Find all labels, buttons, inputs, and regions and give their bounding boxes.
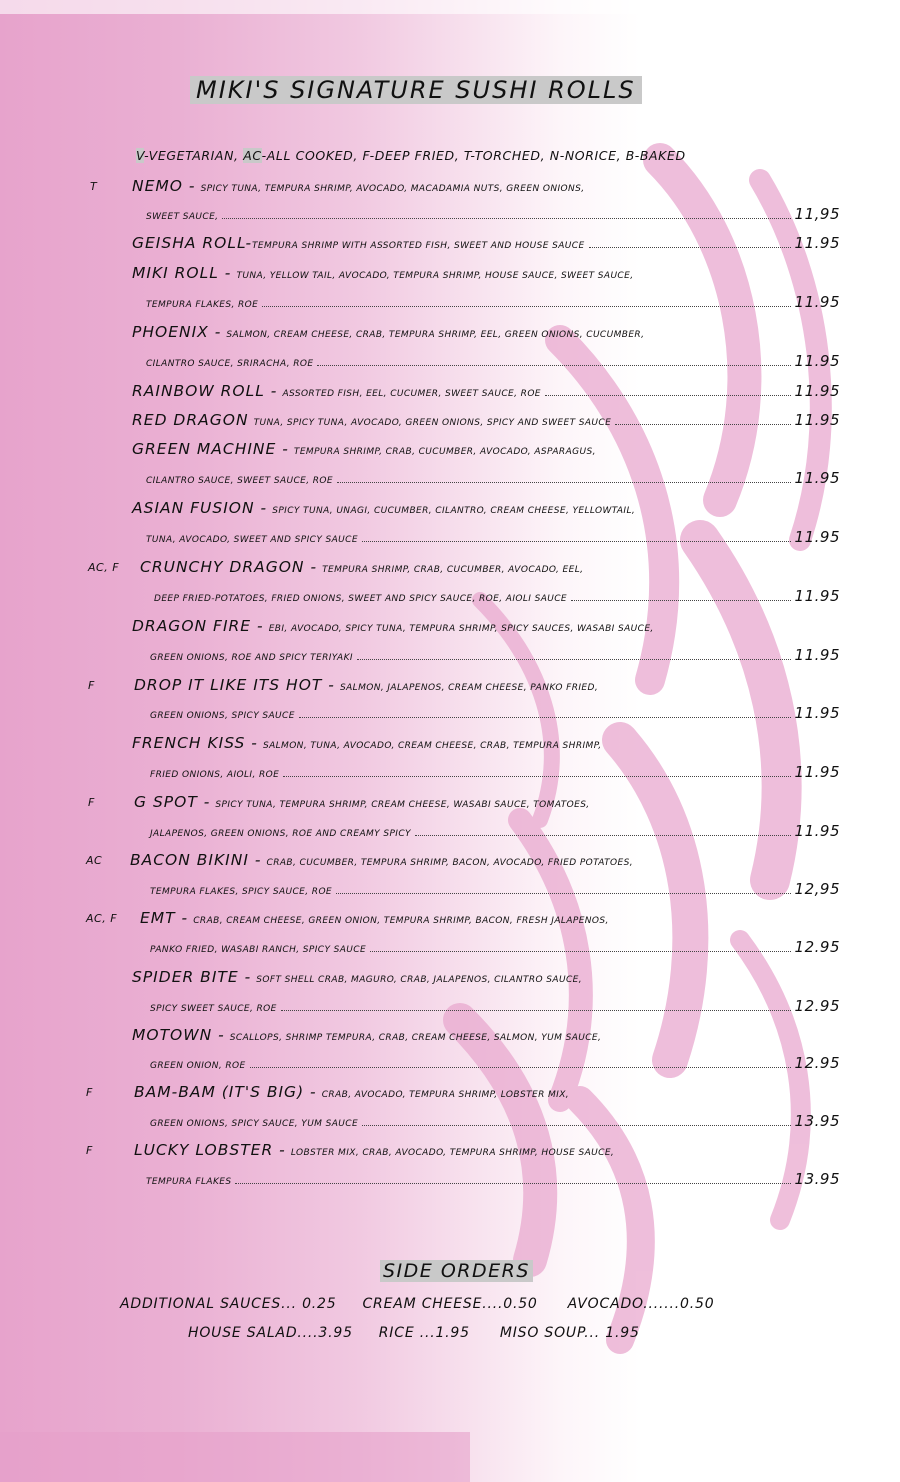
leader-dots bbox=[545, 395, 791, 396]
roll-desc-cont: JALAPENOS, GREEN ONIONS, ROE AND CREAMY SPICY bbox=[150, 829, 411, 839]
roll-desc-cont: SWEET SAUCE, bbox=[146, 212, 219, 222]
roll-desc-cont: GREEN ONION, ROE bbox=[150, 1061, 246, 1071]
roll-heading bbox=[134, 1140, 614, 1159]
roll-desc: CRAB, AVOCADO, TEMPURA SHRIMP, LOBSTER MIX, bbox=[321, 1090, 570, 1100]
leader-dots bbox=[281, 1010, 791, 1011]
side-orders-title: SIDE ORDERS bbox=[380, 1260, 533, 1282]
roll-heading bbox=[132, 616, 654, 635]
roll-desc: SALMON, JALAPENOS, CREAM CHEESE, PANKO FRIED, bbox=[339, 683, 599, 693]
side-orders-row-1 bbox=[120, 1296, 714, 1312]
roll-heading bbox=[132, 1025, 601, 1044]
roll-desc: SALMON, TUNA, AVOCADO, CREAM CHEESE, CRAB, TEMPURA SHRIMP, bbox=[262, 741, 602, 751]
side-order-item: RICE ...1.95 bbox=[378, 1325, 470, 1341]
roll-price-line bbox=[150, 704, 840, 722]
bottom-band bbox=[0, 1432, 470, 1482]
roll-heading bbox=[134, 1082, 569, 1101]
roll-desc-cont: GREEN ONIONS, ROE AND SPICY TERIYAKI bbox=[150, 653, 353, 663]
roll-desc-cont: PANKO FRIED, WASABI RANCH, SPICY SAUCE bbox=[150, 945, 367, 955]
roll-name: GEISHA ROLL- bbox=[132, 234, 253, 252]
roll-price: 12.95 bbox=[794, 1054, 840, 1072]
leader-dots bbox=[283, 776, 790, 777]
roll-desc: TUNA, SPICY TUNA, AVOCADO, GREEN ONIONS, SPICY AND SWEET SAUCE bbox=[253, 418, 612, 428]
roll-heading bbox=[132, 498, 635, 517]
leader-dots bbox=[357, 659, 791, 660]
roll-desc-cont: TEMPURA FLAKES, SPICY SAUCE, ROE bbox=[150, 887, 333, 897]
roll-name: PHOENIX - bbox=[132, 323, 222, 341]
roll-price: 11.95 bbox=[794, 646, 840, 664]
roll-code: T bbox=[90, 180, 98, 193]
roll-name: BAM-BAM (IT'S BIG) - bbox=[134, 1083, 317, 1101]
roll-price-line bbox=[150, 938, 840, 956]
leader-dots bbox=[370, 951, 791, 952]
roll-heading bbox=[132, 967, 582, 986]
roll-desc: CRAB, CUCUMBER, TEMPURA SHRIMP, BACON, AVOCADO, FRIED POTATOES, bbox=[266, 858, 633, 868]
roll-price: 12,95 bbox=[794, 880, 840, 898]
roll-name: SPIDER BITE - bbox=[132, 968, 252, 986]
side-order-item: CREAM CHEESE....0.50 bbox=[362, 1296, 538, 1312]
page-title: MIKI'S SIGNATURE SUSHI ROLLS bbox=[190, 76, 642, 104]
legend-text-f: -DEEP FRIED, bbox=[369, 148, 460, 163]
leader-dots bbox=[362, 1125, 791, 1126]
roll-price: 11.95 bbox=[794, 528, 840, 546]
leader-dots bbox=[262, 306, 790, 307]
legend-key-v: V bbox=[136, 148, 145, 163]
roll-heading bbox=[130, 850, 633, 869]
roll-desc: SOFT SHELL CRAB, MAGURO, CRAB, JALAPENOS, CILANTRO SAUCE, bbox=[256, 975, 582, 985]
roll-name: G SPOT - bbox=[134, 793, 211, 811]
roll-desc-cont: TEMPURA FLAKES, ROE bbox=[146, 300, 259, 310]
roll-name: BACON BIKINI - bbox=[130, 851, 262, 869]
roll-name: RED DRAGON bbox=[132, 411, 249, 429]
roll-desc-cont: SPICY SWEET SAUCE, ROE bbox=[150, 1004, 277, 1014]
roll-desc: EBI, AVOCADO, SPICY TUNA, TEMPURA SHRIMP, SPICY SAUCES, WASABI SAUCE, bbox=[268, 624, 654, 634]
leader-dots bbox=[336, 893, 791, 894]
roll-price: 11,95 bbox=[794, 205, 840, 223]
legend-text-n: -NORICE, bbox=[559, 148, 622, 163]
roll-price: 13.95 bbox=[794, 1170, 840, 1188]
legend-text-t: -TORCHED, bbox=[470, 148, 546, 163]
roll-price: 11.95 bbox=[794, 469, 840, 487]
roll-name: DROP IT LIKE ITS HOT - bbox=[134, 676, 335, 694]
roll-price: 11.95 bbox=[794, 352, 840, 370]
roll-price-line bbox=[150, 1112, 840, 1130]
legend-text-v: -VEGETARIAN, bbox=[144, 148, 239, 163]
roll-price-line bbox=[150, 646, 840, 664]
roll-desc: TEMPURA SHRIMP, CRAB, CUCUMBER, AVOCADO, ASPARAGUS, bbox=[293, 447, 596, 457]
roll-name: GREEN MACHINE - bbox=[132, 440, 289, 458]
roll-name: ASIAN FUSION - bbox=[132, 499, 268, 517]
roll-name: DRAGON FIRE - bbox=[132, 617, 264, 635]
roll-desc-cont: TUNA, AVOCADO, SWEET AND SPICY SAUCE bbox=[146, 535, 358, 545]
roll-name: CRUNCHY DRAGON - bbox=[140, 558, 318, 576]
roll-heading bbox=[140, 908, 609, 927]
roll-desc-cont: DEEP FRIED-POTATOES, FRIED ONIONS, SWEET AND SPICY SAUCE, ROE, AIOLI SAUCE bbox=[154, 594, 568, 604]
roll-code: F bbox=[88, 796, 95, 809]
roll-heading bbox=[134, 675, 598, 694]
roll-price-line bbox=[146, 528, 840, 546]
legend-key-b: B bbox=[625, 148, 635, 163]
leader-dots bbox=[235, 1183, 790, 1184]
roll-desc-cont: TEMPURA FLAKES bbox=[146, 1177, 232, 1187]
roll-heading bbox=[140, 557, 583, 576]
roll-heading bbox=[132, 733, 602, 752]
roll-price-line bbox=[146, 469, 840, 487]
roll-desc-cont: GREEN ONIONS, SPICY SAUCE, YUM SAUCE bbox=[150, 1119, 359, 1129]
roll-desc-cont: GREEN ONIONS, SPICY SAUCE bbox=[150, 711, 295, 721]
roll-desc-cont: CILANTRO SAUCE, SRIRACHA, ROE bbox=[146, 359, 314, 369]
roll-desc: SCALLOPS, SHRIMP TEMPURA, CRAB, CREAM CHEESE, SALMON, YUM SAUCE, bbox=[229, 1033, 602, 1043]
roll-code: F bbox=[86, 1086, 93, 1099]
leader-dots bbox=[571, 600, 791, 601]
leader-dots bbox=[250, 1067, 791, 1068]
roll-price: 11.95 bbox=[794, 822, 840, 840]
legend-key-n: N bbox=[549, 148, 560, 163]
side-order-item: HOUSE SALAD....3.95 bbox=[188, 1325, 353, 1341]
roll-price-line bbox=[150, 822, 840, 840]
roll-code: AC, F bbox=[86, 912, 118, 925]
leader-dots bbox=[589, 247, 791, 248]
roll-desc: SPICY TUNA, TEMPURA SHRIMP, AVOCADO, MACADAMIA NUTS, GREEN ONIONS, bbox=[200, 184, 585, 194]
side-orders-row-2 bbox=[188, 1325, 640, 1341]
roll-price: 11.95 bbox=[794, 704, 840, 722]
roll-name: MIKI ROLL - bbox=[132, 264, 232, 282]
roll-name: EMT - bbox=[140, 909, 189, 927]
roll-name: FRENCH KISS - bbox=[132, 734, 258, 752]
roll-price: 11.95 bbox=[794, 411, 840, 429]
roll-price-line bbox=[146, 205, 840, 223]
legend-key-ac: AC bbox=[243, 148, 262, 163]
roll-heading bbox=[132, 176, 585, 195]
roll-price-line bbox=[146, 352, 840, 370]
roll-price-line bbox=[146, 293, 840, 311]
roll-name: LUCKY LOBSTER - bbox=[134, 1141, 286, 1159]
roll-price-line bbox=[150, 880, 840, 898]
roll-heading bbox=[132, 381, 840, 400]
leader-dots bbox=[222, 218, 790, 219]
leader-dots bbox=[362, 541, 791, 542]
roll-price: 11.95 bbox=[794, 234, 840, 252]
roll-price: 11.95 bbox=[794, 293, 840, 311]
roll-heading bbox=[132, 234, 840, 252]
roll-desc: SPICY TUNA, UNAGI, CUCUMBER, CILANTRO, CREAM CHEESE, YELLOWTAIL, bbox=[272, 506, 636, 516]
roll-name: RAINBOW ROLL - bbox=[132, 382, 278, 400]
roll-heading bbox=[134, 792, 590, 811]
roll-code: AC, F bbox=[88, 561, 120, 574]
roll-desc: SALMON, CREAM CHEESE, CRAB, TEMPURA SHRIMP, EEL, GREEN ONIONS, CUCUMBER, bbox=[226, 330, 645, 340]
roll-price: 11.95 bbox=[794, 763, 840, 781]
side-order-item: AVOCADO.......0.50 bbox=[567, 1296, 715, 1312]
side-order-item: MISO SOUP... 1.95 bbox=[499, 1325, 640, 1341]
roll-desc: TUNA, YELLOW TAIL, AVOCADO, TEMPURA SHRIMP, HOUSE SAUCE, SWEET SAUCE, bbox=[236, 271, 634, 281]
roll-price-line bbox=[154, 587, 840, 605]
leader-dots bbox=[615, 424, 790, 425]
roll-desc: TEMPURA SHRIMP WITH ASSORTED FISH, SWEET AND HOUSE SAUCE bbox=[252, 241, 585, 251]
roll-price-line bbox=[150, 997, 840, 1015]
roll-code: F bbox=[86, 1144, 93, 1157]
roll-price: 13.95 bbox=[794, 1112, 840, 1130]
roll-desc-cont: CILANTRO SAUCE, SWEET SAUCE, ROE bbox=[146, 476, 334, 486]
roll-heading bbox=[132, 263, 633, 282]
roll-heading bbox=[132, 439, 596, 458]
leader-dots bbox=[299, 717, 791, 718]
roll-price: 12.95 bbox=[794, 938, 840, 956]
leader-dots bbox=[337, 482, 791, 483]
roll-price-line bbox=[146, 1170, 840, 1188]
roll-desc: TEMPURA SHRIMP, CRAB, CUCUMBER, AVOCADO, EEL, bbox=[322, 565, 584, 575]
roll-price-line bbox=[150, 1054, 840, 1072]
roll-desc-cont: FRIED ONIONS, AIOLI, ROE bbox=[150, 770, 280, 780]
roll-heading bbox=[132, 410, 840, 429]
top-band bbox=[0, 0, 900, 14]
legend-key-t: T bbox=[463, 148, 471, 163]
roll-desc: LOBSTER MIX, CRAB, AVOCADO, TEMPURA SHRIMP, HOUSE SAUCE, bbox=[290, 1148, 615, 1158]
legend-text-ac: -ALL COOKED, bbox=[261, 148, 358, 163]
legend bbox=[136, 148, 686, 163]
roll-desc: SPICY TUNA, TEMPURA SHRIMP, CREAM CHEESE, WASABI SAUCE, TOMATOES, bbox=[215, 800, 590, 810]
roll-price: 12.95 bbox=[794, 997, 840, 1015]
legend-key-f: F bbox=[362, 148, 370, 163]
roll-price-line bbox=[150, 763, 840, 781]
leader-dots bbox=[415, 835, 791, 836]
roll-code: AC bbox=[86, 854, 103, 867]
roll-code: F bbox=[88, 679, 95, 692]
roll-heading bbox=[132, 322, 644, 341]
leader-dots bbox=[317, 365, 790, 366]
roll-name: NEMO - bbox=[132, 177, 196, 195]
roll-price: 11.95 bbox=[794, 382, 840, 400]
roll-desc: CRAB, CREAM CHEESE, GREEN ONION, TEMPURA SHRIMP, BACON, FRESH JALAPENOS, bbox=[193, 916, 609, 926]
roll-desc: ASSORTED FISH, EEL, CUCUMER, SWEET SAUCE, ROE bbox=[282, 389, 541, 399]
side-order-item: ADDITIONAL SAUCES... 0.25 bbox=[120, 1296, 337, 1312]
legend-text-b: -BAKED bbox=[634, 148, 686, 163]
roll-price: 11.95 bbox=[794, 587, 840, 605]
roll-name: MOTOWN - bbox=[132, 1026, 225, 1044]
